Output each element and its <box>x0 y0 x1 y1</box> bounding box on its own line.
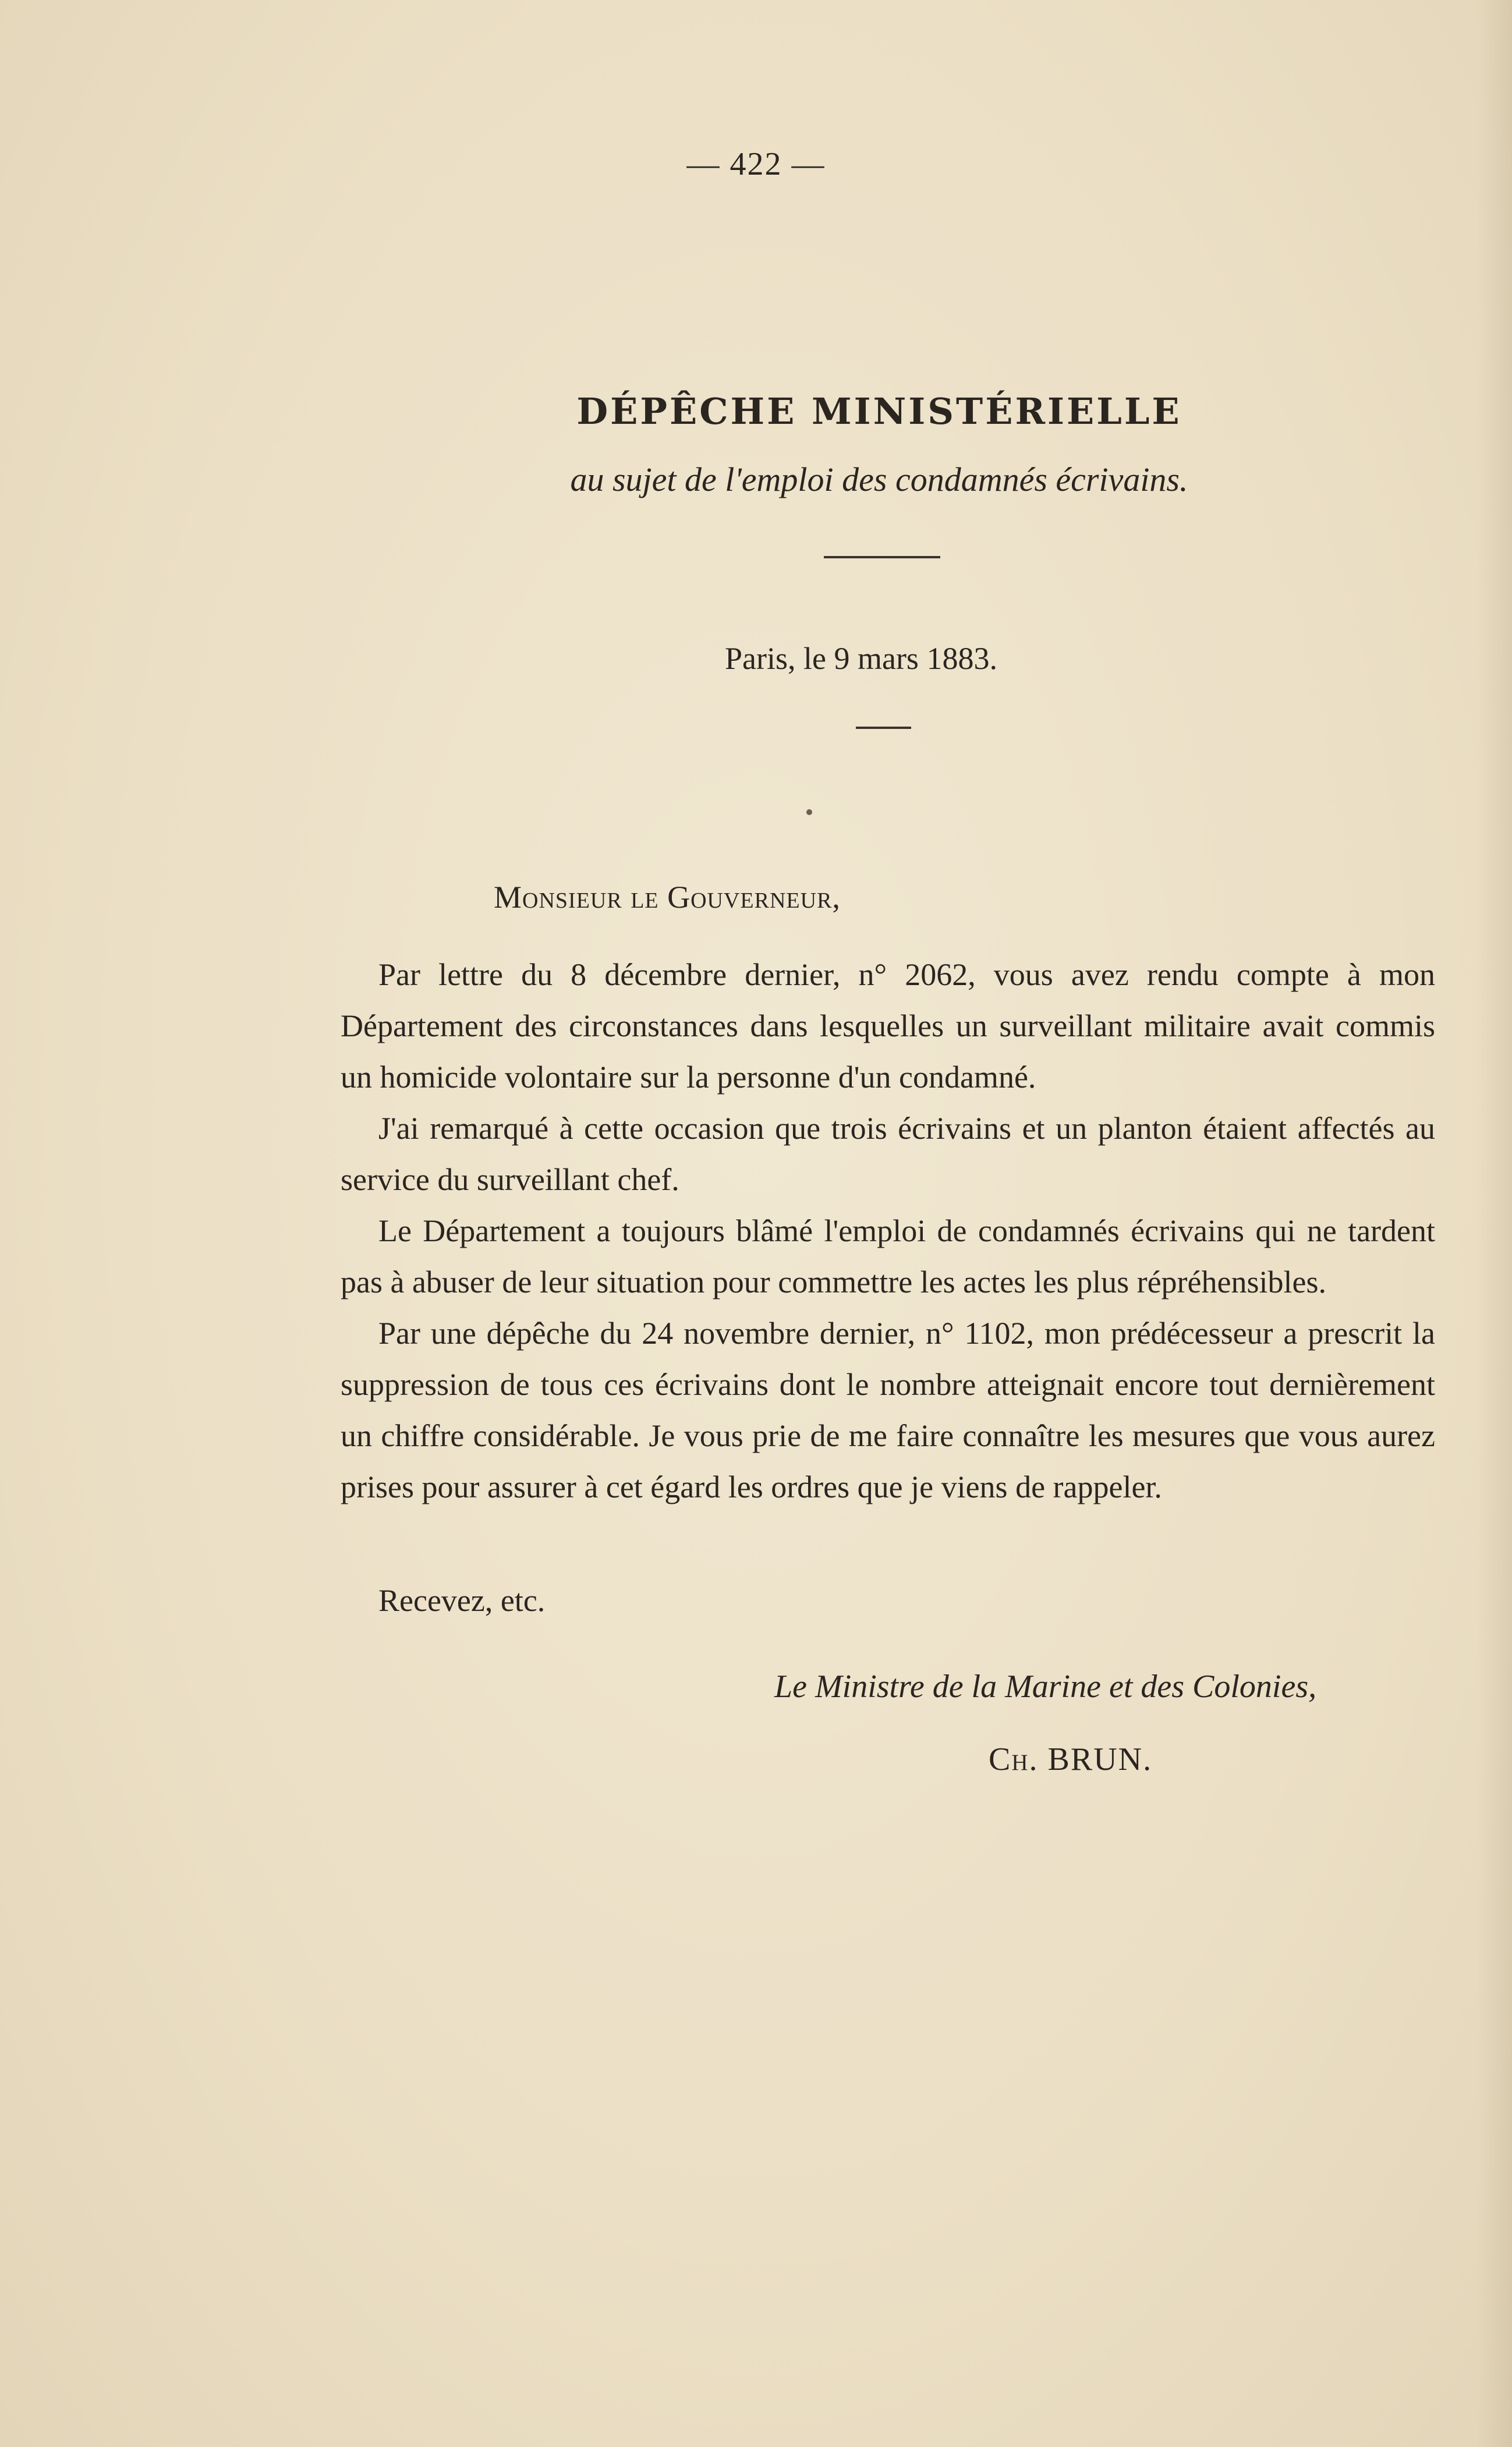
salutation-text: Monsieur le Gouverneur, <box>494 880 841 915</box>
paragraph-3: Le Département a toujours blâmé l'emploi de condamnés écrivains qui ne tardent pas à abuser de leur situation pour commettre les actes les plus répréhensibles. <box>341 1213 1435 1299</box>
print-speck <box>806 809 812 815</box>
page-number: — 422 — <box>686 146 826 182</box>
document-subtitle: au sujet de l'emploi des condamnés écrivains. <box>570 461 1188 498</box>
title-divider <box>824 556 940 558</box>
signatory-title: Le Ministre de la Marine et des Colonies, <box>774 1669 1317 1705</box>
salutation <box>494 879 841 915</box>
letter-body <box>341 949 1435 1513</box>
paragraph-1: Par lettre du 8 décembre dernier, n° 2062, vous avez rendu compte à mon Département des circonstances dans lesquelles un surveillant militaire avait commis un homicide volontaire sur la personne d'un condamné. <box>341 957 1435 1095</box>
page-edge-shadow <box>1477 0 1512 2447</box>
signatory-name: Ch. BRUN. <box>989 1741 1153 1777</box>
dateline-divider <box>856 727 911 729</box>
document-title: DÉPÊCHE MINISTÉRIELLE <box>576 390 1182 433</box>
dateline: Paris, le 9 mars 1883. <box>725 641 997 676</box>
paragraph-4: Par une dépêche du 24 novembre dernier, n° 1102, mon prédécesseur a prescrit la suppression de tous ces écrivains dont le nombre atteignait encore tout dernièrement un chiffre considérable. Je vous prie de me faire connaître les mesures que vous aurez prises pour assurer à cet égard les ordres que je viens de rappeler. <box>341 1316 1435 1504</box>
closing-formula: Recevez, etc. <box>378 1583 546 1618</box>
paragraph-2: J'ai remarqué à cette occasion que trois écrivains et un planton étaient affectés au service du surveillant chef. <box>341 1111 1435 1197</box>
